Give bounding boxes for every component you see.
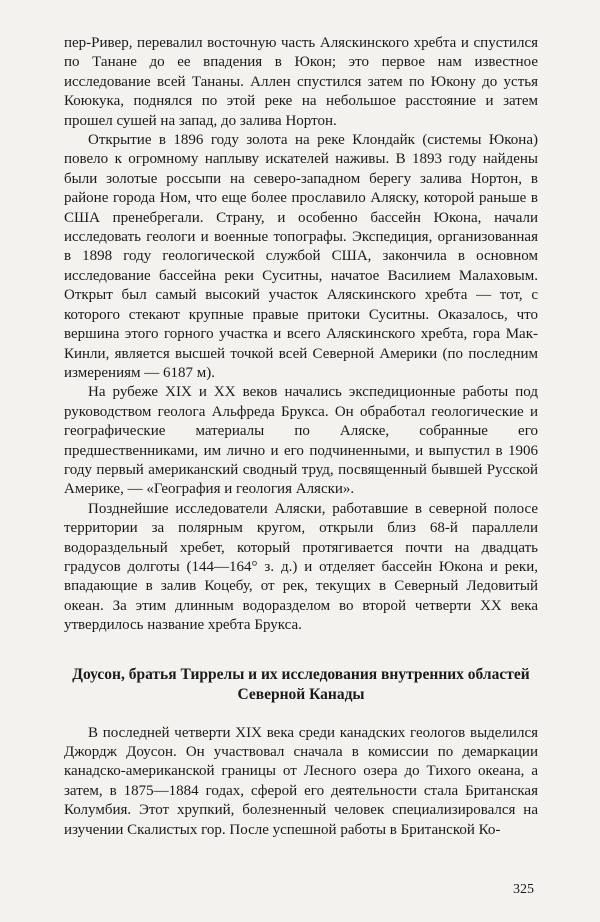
paragraph-brooks-range: Позднейшие исследователи Аляски, работавшие в северной полосе территории за полярным кругом, открыли близ 68-й параллели водораздельный хребет, который протягивается почти на двадцать градусов долготы (144—164° з. д.) и отделяет бассейн Юкона и реки, впадающие в залив Коцебу, от рек, текущих в Северный Ледовитый океан. За этим длинным водоразделом во второй четверти XX века утвердилось название хребта Брукса. (64, 500, 538, 634)
paragraph-brooks: На рубеже XIX и XX веков начались экспедиционные работы под руководством геолога Альфреда Брукса. Он обработал геологические и географические материалы по Аляске, собранные его предшественниками, им лично и его подчиненными, и выпустил в 1906 году первый американский сводный труд, посвященный бывшей Русской Америке, — «География и геология Аляски». (64, 384, 538, 498)
page-number: 325 (513, 882, 534, 897)
section-heading: Доусон, братья Тиррелы и их исследования внутренних областей Северной Канады (72, 665, 530, 703)
paragraph-dawson: В последней четверти XIX века среди канадских геологов выделился Джордж Доусон. Он участвовал сначала в комиссии по демаркации канадско-американской границы от Лесного озера до Тихого океана, а затем, в 1875—1884 годах, сферой его деятельности стала Британская Колумбия. Этот хрупкий, болезненный человек специализировался на изучении Скалистых гор. После успешной работы в Британской Ко- (64, 724, 538, 838)
paragraph-klondike: Открытие в 1896 году золота на реке Клондайк (системы Юкона) повело к огромному наплыву искателей наживы. В 1893 году найдены были золотые россыпи на северо-западном берегу залива Нортон, в районе города Ном, что еще более прославило Аляску, которой раньше в США пренебрегали. Страну, и особенно бассейн Юкона, начали исследовать геологи и военные топографы. Экспедиция, организованная в 1898 году геологической службой США, закончила в основном исследование бассейна реки Суситны, начатое Василием Малаховым. Открыт был самый высокий участок Аляскинского хребта — тот, с которого стекают крупные правые притоки Суситны. Оказалось, что вершина этого горного участка и всего Аляскинского хребта, гора Мак-Кинли, является высшей точкой всей Северной Америки (по последним измерениям — 6187 м). (64, 132, 538, 381)
paragraph-allen: пер-Ривер, перевалил восточную часть Аляскинского хребта и спустился по Танане до ее впадения в Юкон; это первое нам известное исследование всей Тананы. Аллен спустился затем по Юкону до устья Коюкука, поднялся по этой реке на небольшое расстояние и затем прошел сушей на запад, до залива Нортон. (64, 35, 538, 129)
